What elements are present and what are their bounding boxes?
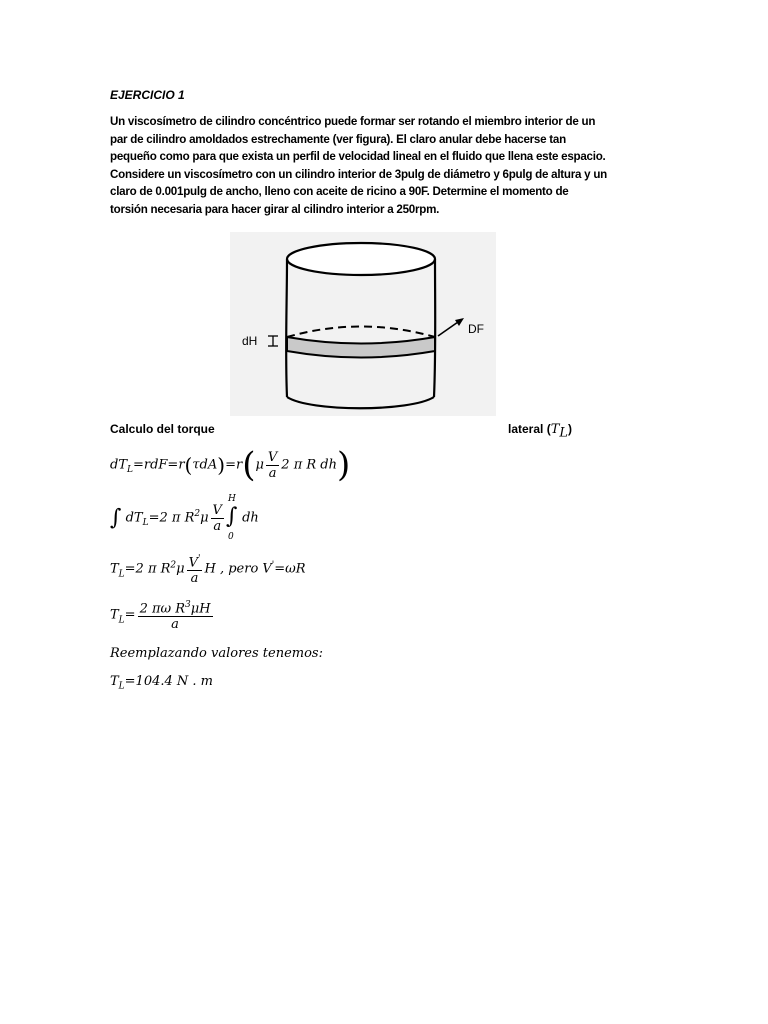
problem-line: claro de 0.001pulg de ancho, lleno con aceite de ricino a 90F. Determine el momento de [110, 185, 569, 199]
equation-dtl: $dT_L=rdF=r(\tau dA)=r(\mu$ $\frac{V}{a}$ 2 π R dh) [110, 445, 351, 485]
problem-line: Considere un viscosímetro con un cilindro interior de 3pulg de diámetro y 6pulg de altura y un [110, 167, 608, 181]
problem-line: par de cilindro amoldados estrechamente (ver figura). El claro anular debe hacerse tan [110, 132, 566, 146]
problem-statement [110, 113, 655, 219]
section-heading: Calculo del torque [110, 422, 215, 436]
exercise-title: EJERCICIO 1 [110, 88, 185, 102]
equation-integral: ∫ $dT_L=2$ π $R^2\mu$ $\frac{V}{a}$ H ∫ 0 dh [110, 494, 259, 542]
problem-line: Un viscosímetro de cilindro concéntrico puede formar ser rotando el miembro interior de un [110, 115, 596, 128]
problem-line: pequeño como para que exista un perfil de velocidad lineal en el fluido que llena este espacio. [110, 150, 606, 164]
dh-label: dH [242, 334, 258, 348]
problem-line: torsión necesaria para hacer girar al cilindro interior a 250rpm. [110, 202, 440, 216]
replacing-values-text: Reemplazando valores tenemos: [110, 646, 323, 661]
cylinder-diagram [230, 232, 496, 416]
result-equation: $T_L=104.4$ N . m [110, 674, 213, 692]
equation-tl: $T_L=2$ π $R^2\mu$ $\frac{V'}{a}$ H , pero V'=ωR [110, 554, 306, 587]
cylinder-figure [230, 232, 496, 416]
df-label: DF [468, 322, 484, 336]
equation-tl-final: $T_L=$ $\frac{2 \pi\omega R^3\mu H}{a}$ [110, 600, 211, 633]
section-heading-variable: lateral $(T_L)$ [508, 422, 572, 441]
